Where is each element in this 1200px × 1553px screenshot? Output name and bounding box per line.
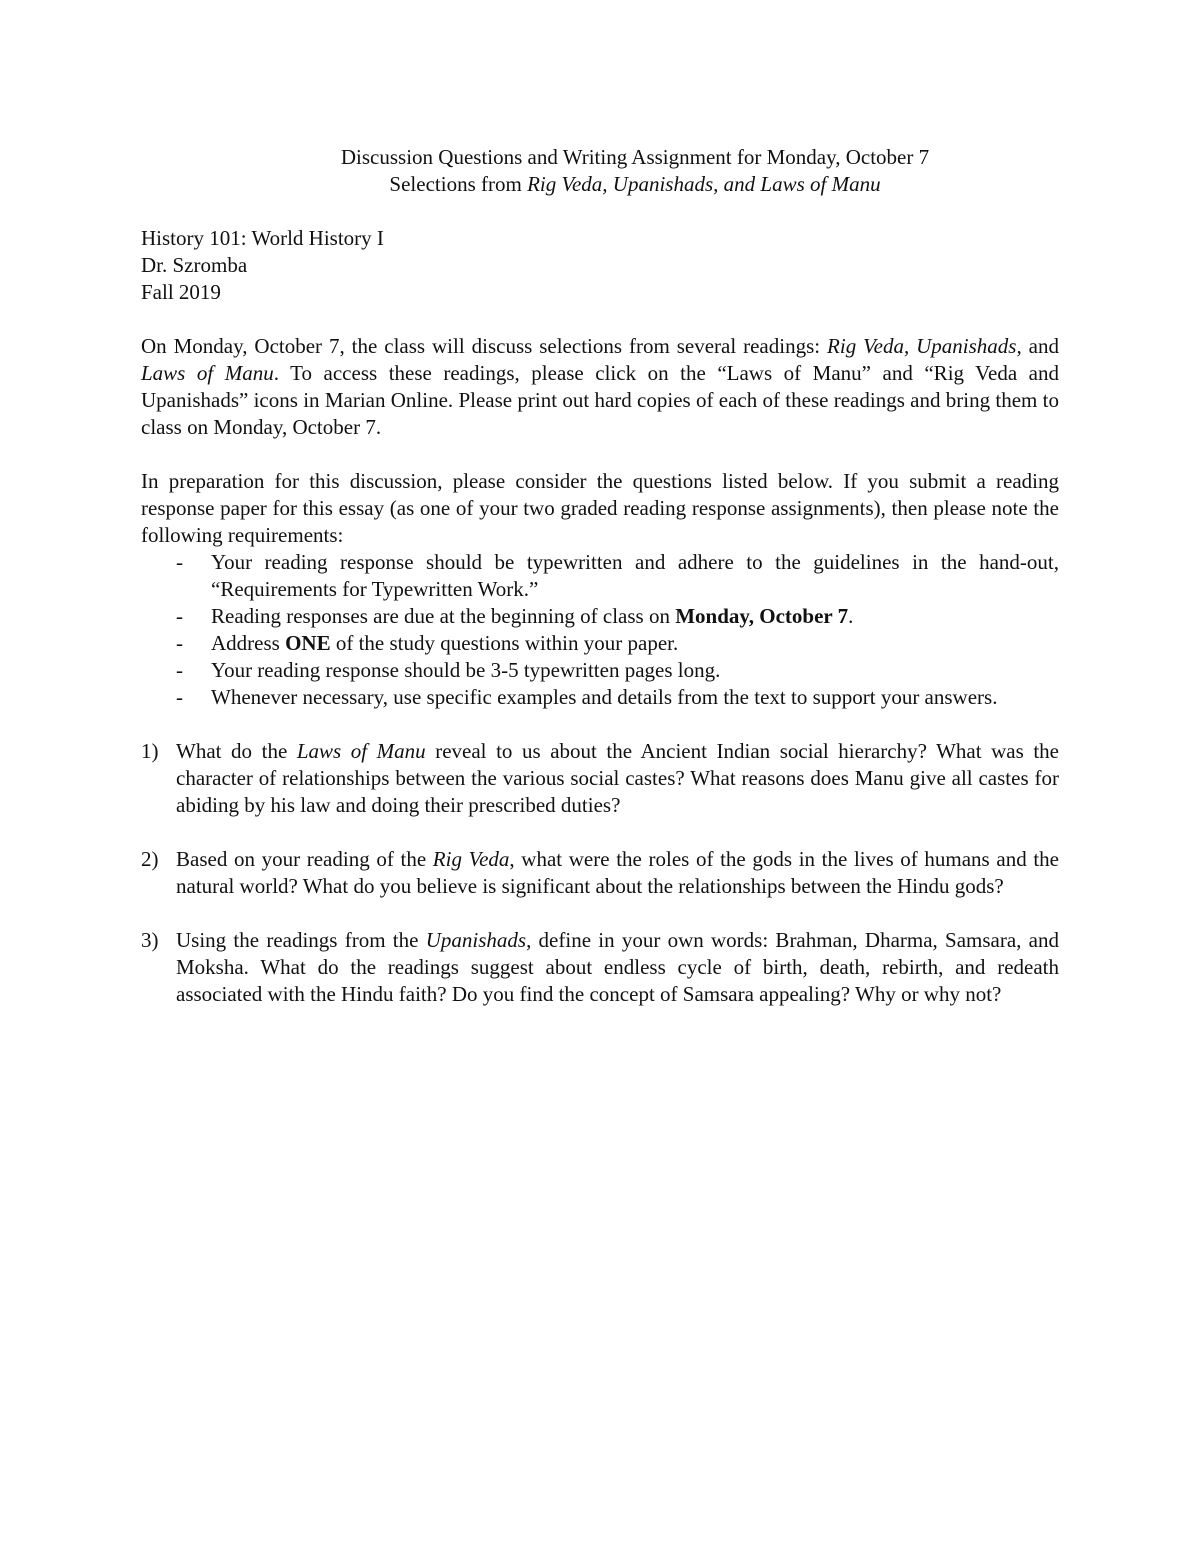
- question-item: [141, 846, 1059, 900]
- document-page: [141, 144, 1059, 1008]
- requirement-item: [141, 549, 1059, 603]
- requirement-item: [141, 603, 1059, 630]
- intro-text-1: On Monday, October 7, the class will discuss selections from several readings:: [141, 334, 828, 358]
- study-questions: [141, 738, 1059, 1008]
- dash-bullet: -: [176, 604, 183, 628]
- question-text: , what were the roles of the gods in the lives of humans and the natural world? What do you believe is significant about the relationships between the Hindu gods?: [176, 847, 1059, 898]
- requirement-item: [141, 630, 1059, 657]
- requirement-item: [141, 657, 1059, 684]
- requirement-text: Your reading response should be typewritten and adhere to the guidelines in the hand-out, “Requirements for Typewritten Work.”: [211, 550, 1059, 601]
- dash-bullet: -: [176, 550, 183, 574]
- dash-bullet: -: [176, 631, 183, 655]
- question-italic: Laws of Manu: [296, 739, 426, 763]
- emphasis-one: ONE: [285, 631, 331, 655]
- course-name: History 101: World History I: [141, 226, 384, 250]
- requirement-text: Your reading response should be 3-5 typewritten pages long.: [211, 658, 721, 682]
- title-line-1: Discussion Questions and Writing Assignment for Monday, October 7: [340, 145, 930, 169]
- intro-text-3: . To access these readings, please click on the “Laws of Manu” and “Rig Veda and Upanishads” icons in Marian Online. Please print out hard copies of each of these readings and bring them to class on Monday, October 7.: [141, 361, 1060, 439]
- requirement-text: Whenever necessary, use specific examples and details from the text to support your answers.: [211, 685, 998, 709]
- course-info: [141, 225, 1059, 306]
- intro-paragraph: [141, 333, 1059, 441]
- title-readings: Rig Veda, Upanishads, and Laws of Manu: [527, 172, 881, 196]
- question-text: Based on your reading of the: [176, 847, 433, 871]
- question-text: Using the readings from the: [176, 928, 426, 952]
- title-line-2: [211, 171, 1059, 198]
- question-number: 3): [141, 928, 159, 952]
- document-title: [211, 144, 1059, 198]
- due-date: Monday, October 7: [675, 604, 849, 628]
- question-number: 1): [141, 739, 159, 763]
- requirements-list: [141, 549, 1059, 711]
- question-item: [141, 927, 1059, 1008]
- requirement-text: Address: [211, 631, 286, 655]
- question-text: What do the: [176, 739, 297, 763]
- term: Fall 2019: [141, 280, 221, 304]
- intro-text-2: and: [1021, 334, 1059, 358]
- question-text: reveal to us about the Ancient Indian social hierarchy? What was the character of relationships between the various social castes? What reasons does Manu give all castes for abiding by his law and doing their prescribed duties?: [176, 739, 1059, 817]
- requirement-item: [141, 684, 1059, 711]
- question-number: 2): [141, 847, 159, 871]
- intro-italic-2: Laws of Manu: [141, 361, 274, 385]
- title-line-2-prefix: Selections from: [389, 172, 528, 196]
- dash-bullet: -: [176, 685, 183, 709]
- dash-bullet: -: [176, 658, 183, 682]
- question-italic: Rig Veda: [432, 847, 510, 871]
- requirement-text: of the study questions within your paper.: [330, 631, 679, 655]
- requirement-text: .: [848, 604, 854, 628]
- requirement-text: Reading responses are due at the beginning of class on: [211, 604, 676, 628]
- prep-paragraph: In preparation for this discussion, please consider the questions listed below. If you submit a reading response paper for this essay (as one of your two graded reading response assignments), then please note the following requirements:: [141, 469, 1059, 547]
- question-italic: Upanishads: [425, 928, 527, 952]
- instructor-name: Dr. Szromba: [141, 253, 248, 277]
- question-item: [141, 738, 1059, 819]
- intro-italic-1: Rig Veda, Upanishads,: [827, 334, 1022, 358]
- question-text: , define in your own words: Brahman, Dharma, Samsara, and Moksha. What do the readings suggest about endless cycle of birth, death, rebirth, and redeath associated with the Hindu faith? Do you find the concept of Samsara appealing? Why or why not?: [176, 928, 1060, 1006]
